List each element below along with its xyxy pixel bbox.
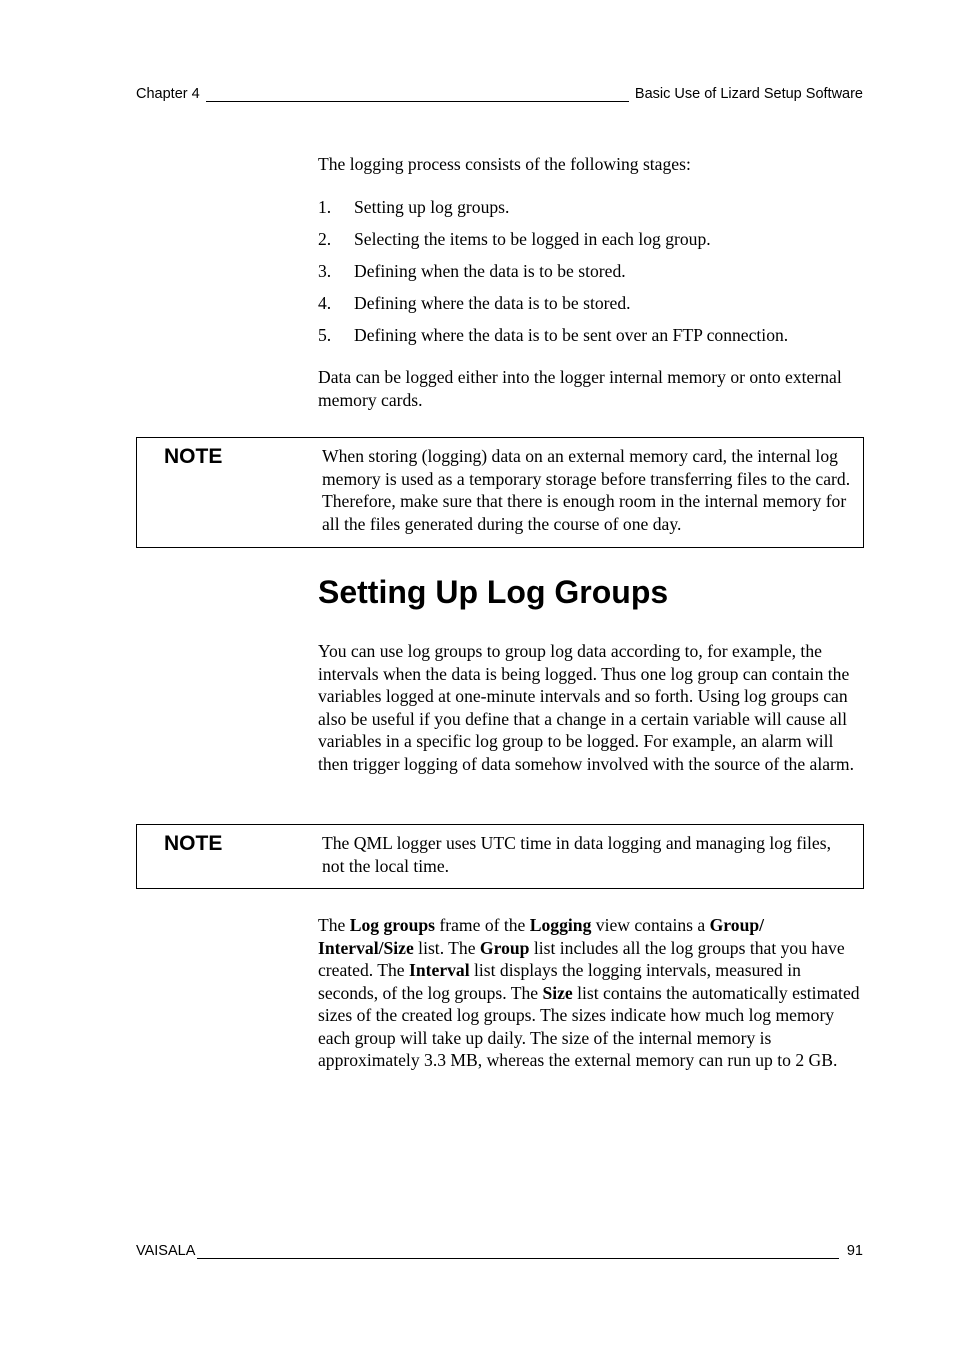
log-groups-frame-paragraph [318, 914, 863, 1072]
list-item [318, 292, 863, 324]
list-number: 3. [318, 261, 332, 281]
list-item [318, 324, 863, 356]
list-number: 4. [318, 293, 332, 313]
note-box-utc [136, 824, 864, 889]
text-run: list includes all the log groups that you have created. The [318, 937, 845, 980]
bold-term-interval: Interval [409, 960, 470, 980]
list-item [318, 228, 863, 260]
page-number: 91 [846, 1243, 863, 1259]
list-item [318, 196, 863, 228]
footer-rule [197, 1244, 838, 1259]
list-number: 1. [318, 197, 332, 217]
bold-term-logging: Logging [529, 915, 592, 935]
list-text: Defining where the data is to be sent over an FTP connection. [354, 325, 789, 345]
text-run: list displays the logging intervals, measured in seconds, of the log groups. The [318, 960, 801, 1003]
chapter-title: Basic Use of Lizard Setup Software [634, 86, 863, 102]
bold-term-group: Group [479, 937, 530, 958]
note-label: NOTE [164, 445, 223, 468]
memory-paragraph: Data can be logged either into the logger internal memory or onto external memory cards. [318, 367, 842, 410]
log-groups-paragraph: You can use log groups to group log data according to, for example, the intervals when the data is being logged. Thus one log group can contain the variables logged at one-minute intervals and so forth. Using log groups can also be useful if you define that a change in a certain variable will cause all variables in a specific log group to be logged. For example, an alarm will then trigger logging of data somehow involved with the source of the alarm. [318, 641, 854, 774]
text-run: list contains the automatically estimated sizes of the created log groups. The sizes indicate how much log memory each group will take up daily. The size of the internal memory is approximately 3.3 MB, whereas the external memory can run up to 2 GB. [318, 982, 860, 1070]
page-footer [136, 1243, 863, 1259]
text-run: list. The [413, 937, 480, 958]
list-text: Setting up log groups. [354, 197, 510, 217]
list-text: Defining when the data is to be stored. [354, 261, 626, 281]
list-text: Defining where the data is to be stored. [354, 293, 631, 313]
note-label: NOTE [164, 832, 223, 855]
intro-paragraph: The logging process consists of the following stages: [318, 154, 691, 174]
text-run: The [318, 915, 350, 935]
bold-term-log-groups: Log groups [349, 915, 435, 935]
footer-brand: VAISALA [136, 1243, 196, 1259]
list-number: 2. [318, 229, 332, 249]
chapter-label: Chapter 4 [136, 86, 200, 102]
stages-list [318, 196, 863, 356]
text-run: view contains a [591, 915, 710, 935]
header-rule [206, 87, 629, 102]
page-header [136, 86, 863, 102]
list-text: Selecting the items to be logged in each log group. [354, 229, 711, 249]
section-heading: Setting Up Log Groups [318, 574, 669, 610]
note-text: When storing (logging) data on an external memory card, the internal log memory is used as a temporary storage before transferring files to the card. Therefore, make sure that there is enough room in the internal memory for all the files generated during the course of one day. [322, 446, 851, 534]
bold-term-group-interval-size: Group/ Interval/Size [318, 915, 765, 958]
note-box-storage [136, 437, 864, 548]
note-text: The QML logger uses UTC time in data logging and managing log files, not the local time. [322, 833, 831, 876]
text-run: frame of the [435, 915, 530, 935]
bold-term-size: Size [542, 982, 573, 1003]
list-number: 5. [318, 325, 332, 345]
list-item [318, 260, 863, 292]
